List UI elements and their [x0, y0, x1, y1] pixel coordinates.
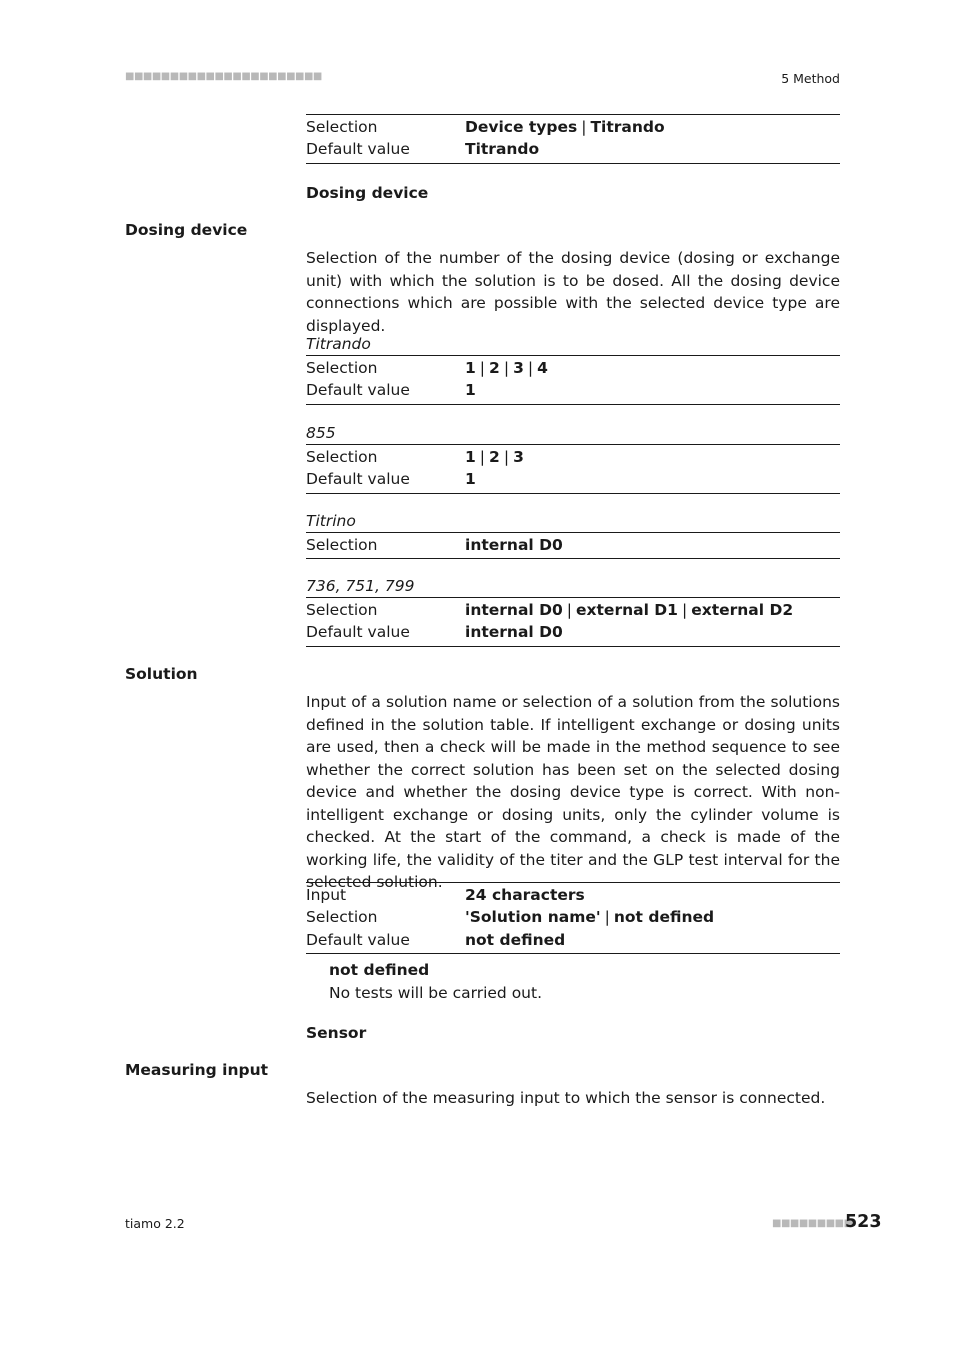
dosing-table-736-751-799: [306, 575, 840, 647]
solution-table: [306, 882, 840, 954]
param-value: Titrando: [465, 140, 540, 159]
dosing-device-description: Selection of the number of the dosing device (dosing or exchange unit) with which the solution is to be dosed. All the dosing device connections which are possible with the selected device type are displayed.: [306, 249, 840, 335]
param-key: Selection: [306, 536, 378, 554]
param-value: external D2: [691, 601, 794, 619]
param-values: [465, 116, 665, 138]
param-value: 'Solution name': [465, 908, 601, 927]
param-label-measuring-input: Measuring input: [125, 1061, 269, 1079]
param-key: Selection: [306, 118, 378, 136]
param-key: Default value: [306, 470, 410, 489]
param-table: [306, 882, 840, 954]
param-value: 2: [489, 359, 500, 377]
param-key: Selection: [306, 601, 378, 619]
dosing-table-titrino: [306, 510, 840, 559]
param-values: [465, 468, 476, 490]
param-row: [306, 906, 840, 928]
param-row: [306, 929, 840, 951]
param-row: [306, 621, 840, 643]
table-caption: 855: [306, 424, 336, 442]
param-value: 1: [465, 381, 476, 400]
param-row: [306, 379, 840, 401]
solution-description: Input of a solution name or selection of a solution from the solutions defined in the solution table. If intelligent exchange or dosing units are used, then a check will be made in the method sequence to see whether the correct solution has been set on the selected dosing device and whether the dosing device type is correct. With non-intelligent exchange or dosing units, only the cylinder volume is checked. At the start of the command, a check is made of the working life, the validity of the titer and the GLP test interval for the selected solution.: [306, 693, 840, 891]
param-value: 3: [513, 448, 524, 466]
value-separator: |: [503, 359, 510, 377]
param-values: [465, 534, 563, 556]
value-separator: |: [604, 908, 610, 927]
definition-term: not defined: [329, 961, 430, 979]
param-row: [306, 138, 840, 160]
param-value: 1: [465, 359, 476, 377]
table-caption: 736, 751, 799: [306, 577, 415, 595]
value-separator: |: [681, 601, 688, 619]
param-value: not defined: [465, 930, 566, 949]
param-value: 2: [489, 448, 500, 466]
device-type-table: [306, 114, 840, 164]
value-separator: |: [479, 359, 486, 377]
table-caption: Titrino: [306, 512, 356, 530]
param-values: [465, 138, 539, 160]
param-value: external D1: [576, 601, 678, 619]
param-key: Default value: [306, 140, 410, 159]
param-value: 1: [465, 448, 476, 466]
value-separator: |: [566, 601, 573, 619]
param-row: [306, 116, 840, 138]
footer-decoration: ■■■■■■■■■: [772, 1218, 853, 1229]
page-number: 523: [845, 1212, 882, 1232]
value-separator: |: [581, 118, 587, 136]
param-key: Default value: [306, 930, 410, 949]
param-table: [306, 114, 840, 164]
param-value: 3: [513, 359, 524, 377]
definition-description: No tests will be carried out.: [329, 983, 543, 1002]
param-key: Input: [306, 886, 347, 904]
param-value: Titrando: [590, 118, 665, 136]
param-table: [306, 355, 840, 405]
param-key: Default value: [306, 381, 410, 400]
param-value: not defined: [613, 908, 715, 927]
param-value: 4: [537, 359, 548, 377]
header-decoration: ■■■■■■■■■■■■■■■■■■■■■■: [125, 71, 322, 82]
param-row: [306, 357, 840, 379]
param-values: [465, 357, 548, 379]
dosing-table-titrando: [306, 333, 840, 405]
footer-product-name: tiamo 2.2: [125, 1216, 185, 1231]
chapter-title: 5 Method: [781, 71, 840, 86]
param-value: internal D0: [465, 536, 563, 554]
param-values: [465, 929, 565, 951]
value-separator: |: [527, 359, 534, 377]
param-value: Device types: [465, 118, 578, 136]
param-value: internal D0: [465, 623, 563, 642]
param-value: internal D0: [465, 601, 563, 619]
param-key: Selection: [306, 359, 378, 377]
param-row: [306, 534, 840, 556]
param-row: [306, 446, 840, 468]
subsection-heading-sensor: Sensor: [306, 1024, 367, 1042]
param-values: [465, 621, 563, 643]
table-caption: Titrando: [306, 335, 371, 353]
param-values: [465, 884, 585, 906]
measuring-input-description: Selection of the measuring input to which the sensor is connected.: [306, 1089, 826, 1107]
param-row: [306, 599, 840, 621]
value-separator: |: [479, 448, 486, 466]
param-row: [306, 468, 840, 490]
param-label-solution: Solution: [125, 665, 198, 683]
subsection-heading-dosing: Dosing device: [306, 184, 429, 202]
value-separator: |: [503, 448, 510, 466]
param-key: Selection: [306, 908, 378, 927]
param-row: [306, 884, 840, 906]
param-table: [306, 597, 840, 647]
param-values: [465, 379, 476, 401]
param-values: [465, 906, 714, 928]
param-label-dosing-device: Dosing device: [125, 221, 248, 239]
param-table: [306, 444, 840, 494]
dosing-table-855: [306, 422, 840, 494]
param-values: [465, 446, 524, 468]
param-key: Default value: [306, 623, 410, 642]
param-key: Selection: [306, 448, 378, 466]
param-table: [306, 532, 840, 559]
definition-not-defined: [329, 959, 542, 1004]
param-values: [465, 599, 793, 621]
param-value: 24 characters: [465, 886, 585, 904]
param-value: 1: [465, 470, 476, 489]
